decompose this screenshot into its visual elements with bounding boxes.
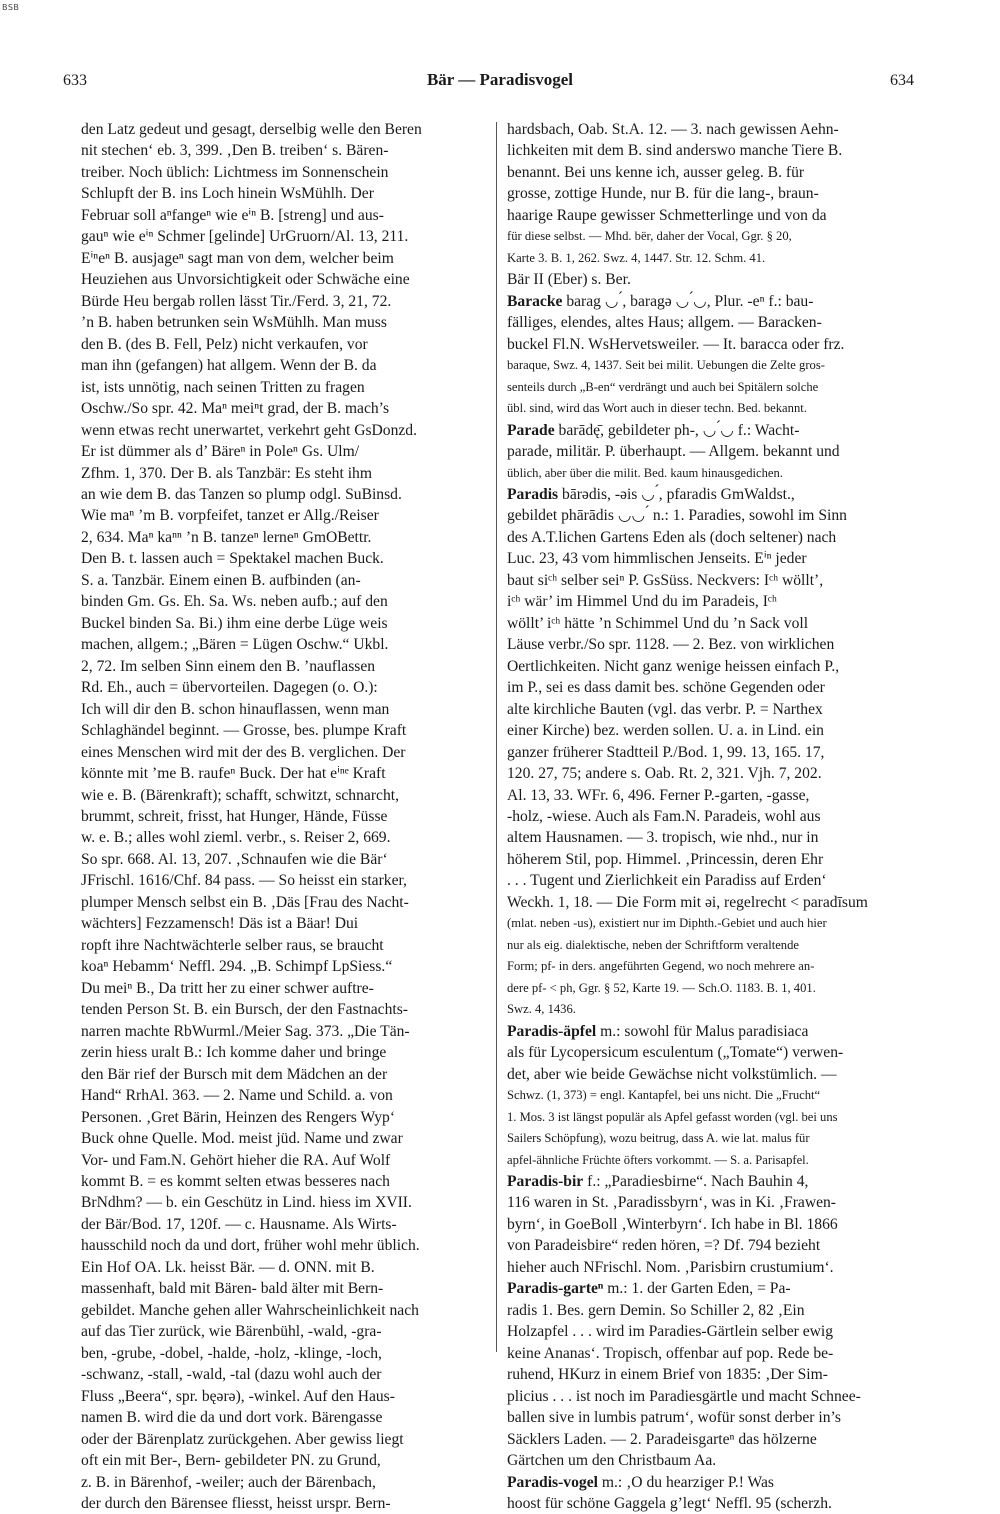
text-line (507, 505, 921, 526)
line-text: treiber. Noch üblich: Lichtmess im Sonnenschein (81, 163, 389, 181)
line-text: lichkeiten mit dem B. sind anderswo manche Tiere B. (507, 142, 843, 160)
line-text: apfel-ähnliche Früchte öfters vorkommt. — S. a. Parisapfel. (507, 1152, 809, 1167)
text-line (507, 398, 921, 419)
line-text: gebildet phārādis ◡◡ ́ n.: 1. Paradies, sowohl im Sinn (507, 507, 847, 525)
line-text: Hand“ RrhAl. 363. — 2. Name und Schild. a. von (81, 1087, 393, 1105)
text-line (81, 1472, 495, 1493)
text-line (81, 1300, 495, 1321)
line-text: radis 1. Bes. gern Demin. So Schiller 2, 82 ‚Ein (507, 1301, 805, 1319)
text-line (507, 613, 921, 634)
line-text: Säcklers Laden. — 2. Paradeisgarteⁿ das hölzerne (507, 1430, 817, 1448)
line-text: (mlat. neben -us), existiert nur im Diphth.-Gebiet und auch hier (507, 916, 827, 931)
line-text: byrn‘, in GoeBoll ‚Winterbyrn‘. Ich habe in Bl. 1866 (507, 1215, 838, 1233)
line-text: Vor- und Fam.N. Gehört hieher die RA. Auf Wolf (81, 1151, 391, 1169)
text-line (81, 226, 495, 247)
text-line (507, 1107, 921, 1128)
text-line (81, 548, 495, 569)
text-line (507, 1364, 921, 1385)
line-text: brummt, schreit, frisst, hat Hunger, Hände, Füsse (81, 808, 388, 825)
line-text: zerin hiess uralt B.: Ich komme daher und bringe (81, 1044, 387, 1062)
line-text: Schlupft der B. ins Loch hinein WsMühlh. Der (81, 185, 374, 203)
text-line (81, 720, 495, 741)
text-line (507, 935, 921, 956)
text-line (507, 978, 921, 999)
text-line (507, 1429, 921, 1450)
text-line (81, 806, 495, 827)
text-line (81, 1128, 495, 1149)
line-text: Oertlichkeiten. Nicht ganz wenige heissen einfach P., (507, 657, 840, 675)
entry-headword: Paradis-äpfel (507, 1022, 597, 1040)
line-text: grosse, zottige Hunde, nur B. für die lang-, braun- (507, 185, 819, 203)
entry-headword: Paradis (507, 485, 559, 503)
line-text: alte kirchliche Bauten (vgl. das verbr. P. = Narthex (507, 700, 823, 718)
entry-headword: Paradis-bir (507, 1172, 584, 1190)
text-line (81, 1214, 495, 1235)
line-text: nur als eig. dialektische, neben der Schriftform veraltende (507, 937, 799, 952)
line-text: 2, 634. Maⁿ kaⁿⁿ ’n B. tanzeⁿ lerneⁿ GmOBettr. (81, 528, 372, 546)
text-line (81, 1278, 495, 1299)
line-text: Du meiⁿ B., Da tritt her zu einer schwer auftre- (81, 979, 374, 997)
line-text: wächters] Fezzamensch! Däs ist a Bäar! Dui (81, 915, 359, 933)
text-line (81, 999, 495, 1020)
text-line (81, 913, 495, 934)
running-head: Bär — Paradisvogel (426, 70, 574, 89)
text-line (507, 441, 921, 462)
line-text: Holzapfel . . . wird im Paradies-Gärtlein selber ewig (507, 1323, 834, 1341)
line-text: Ein Hof OA. Lk. heisst Bär. — d. ONN. mit B. (81, 1258, 375, 1276)
text-line (81, 420, 495, 441)
line-text: JFrischl. 1616/Chf. 84 pass. — So heisst ein starker, (81, 872, 407, 890)
text-line (507, 870, 921, 891)
line-text: m.: sowohl für Malus paradisiaca (596, 1022, 809, 1040)
line-text: nit stechen‘ eb. 3, 399. ‚Den B. treiben‘ s. Bären- (81, 142, 389, 160)
line-text: parade, militär. P. überhaupt. — Allgem. bekannt und (507, 443, 840, 461)
line-text: im P., sei es dass damit bes. schöne Gegenden oder (507, 679, 825, 697)
text-line (81, 505, 495, 526)
text-line (507, 677, 921, 698)
line-text: der durch den Bärensee fliesst, heisst urspr. Bern- (81, 1495, 391, 1512)
line-text: Bär II (Eber) s. Ber. (507, 271, 631, 289)
text-line (507, 763, 921, 784)
line-text: wie e. B. (Bärenkraft); schafft, schwitzt, schnarcht, (81, 786, 399, 804)
line-text: kommt B. = es kommt selten etwas besseres nach (81, 1172, 390, 1190)
line-text: -holz, -wiese. Auch als Fam.N. Paradeis, wohl aus (507, 808, 821, 825)
column-divider (496, 122, 497, 1352)
line-text: wöllt’ iᶜʰ hätte ’n Schimmel Und du ’n Sack voll (507, 614, 809, 632)
line-text: Läuse verbr./So spr. 1128. — 2. Bez. von wirklichen (507, 636, 835, 654)
line-text: So spr. 668. Al. 13, 207. ‚Schnaufen wie die Bär‘ (81, 850, 388, 868)
line-text: man ihn (gefangen) hat allgem. Wenn der B. da (81, 357, 377, 375)
entry-headword: Paradis-garteⁿ (507, 1280, 604, 1298)
line-text: Wie maⁿ ’m B. vorpfeifet, tanzet er Allg./Reiser (81, 507, 379, 525)
text-line (507, 1085, 921, 1106)
text-line (507, 1407, 921, 1428)
line-text: oft ein mit Ber-, Bern- gebildeter PN. zu Grund, (81, 1452, 381, 1470)
line-text: auf das Tier zurück, wie Bärenbühl, -wald, -gra- (81, 1323, 382, 1341)
text-line (81, 441, 495, 462)
text-line (507, 291, 921, 312)
text-line (507, 463, 921, 484)
line-text: z. B. in Bärenhof, -weiler; auch der Bärenbach, (81, 1473, 376, 1491)
line-text: den B. (des B. Fell, Pelz) nicht verkaufen, vor (81, 335, 368, 353)
text-line (507, 1300, 921, 1321)
text-line (81, 591, 495, 612)
text-line (81, 1407, 495, 1428)
line-text: Februar soll aⁿfangeⁿ wie eⁱⁿ B. [streng] und aus- (81, 206, 384, 224)
text-line (81, 140, 495, 161)
line-text: einer Kirche) bez. werden sollen. U. a. in Lind. ein (507, 722, 824, 740)
text-line (507, 162, 921, 183)
text-line (81, 1364, 495, 1385)
line-text: f.: „Paradiesbirne“. Nach Bauhin 4, (583, 1172, 809, 1190)
line-text: der Bär/Bod. 17, 120f. — c. Hausname. Als Wirts- (81, 1215, 397, 1233)
text-line (507, 999, 921, 1020)
text-line (507, 634, 921, 655)
line-text: barādę̄, gebildeter ph-, ◡ ́◡ f.: Wacht- (554, 421, 800, 439)
line-text: oder der Bärenplatz zurückgehen. Aber gewiss liegt (81, 1430, 404, 1448)
text-line (507, 119, 921, 140)
text-line (507, 269, 921, 290)
line-text: Rd. Eh., auch = übervorteilen. Dagegen (o. O.): (81, 679, 378, 697)
line-text: Swz. 4, 1436. (507, 1002, 576, 1017)
line-text: 1. Mos. 3 ist längst populär als Apfel gefasst worden (vgl. bei uns (507, 1109, 838, 1124)
text-line (507, 1343, 921, 1364)
line-text: 116 waren in St. ‚Paradissbyrn‘, was in Ki. ‚Frawen- (507, 1194, 836, 1212)
line-text: wenn etwas recht unerwartet, verkehrt geht GsDonzd. (81, 421, 418, 439)
text-line (507, 355, 921, 376)
text-line (81, 355, 495, 376)
text-line (81, 527, 495, 548)
text-line (81, 613, 495, 634)
text-line (507, 1450, 921, 1471)
text-line (507, 1214, 921, 1235)
line-text: Er ist dümmer als d’ Bäreⁿ in Poleⁿ Gs. Ulm/ (81, 443, 360, 461)
line-text: senteils durch „B-en“ verdrängt und auch bei Spitälern solche (507, 379, 819, 394)
text-line (507, 591, 921, 612)
line-text: Personen. ‚Gret Bärin, Heinzen des Rengers Wyp‘ (81, 1108, 396, 1126)
page-header (0, 66, 1000, 96)
text-line (81, 463, 495, 484)
text-line (81, 291, 495, 312)
text-line (507, 248, 921, 269)
text-line (81, 742, 495, 763)
entry-headword: Paradis-vogel (507, 1473, 598, 1491)
line-text: m.: 1. der Garten Eden, = Pa- (603, 1280, 791, 1298)
line-text: Buck ohne Quelle. Mod. meist jüd. Name und zwar (81, 1130, 403, 1148)
text-line (507, 806, 921, 827)
line-text: hausschild noch da und dort, früher wohl mehr üblich. (81, 1237, 420, 1255)
text-line (81, 849, 495, 870)
line-text: ben, -grube, -dobel, -halde, -holz, -klinge, -loch, (81, 1344, 382, 1362)
line-text: 120. 27, 75; andere s. Oab. Rt. 2, 321. Vjh. 7, 202. (507, 765, 822, 783)
line-text: iᶜʰ wär’ im Himmel Und du im Paradeis, Iᶜʰ (507, 593, 777, 611)
line-text: haarige Raupe gewisser Schmetterlinge und von da (507, 206, 827, 224)
text-line (81, 677, 495, 698)
line-text: ropft ihre Nachtwächterle selber raus, se braucht (81, 936, 384, 954)
line-text: Form; pf- in ders. angeführten Gegend, wo noch mehrere an- (507, 959, 815, 974)
text-line (507, 849, 921, 870)
text-line (81, 312, 495, 333)
line-text: barag ◡ ́, baragə ◡ ́◡, Plur. -eⁿ f.: bau- (562, 292, 814, 310)
line-text: ballen sive in lumbis patrum‘, wofür sonst derber in’s (507, 1409, 841, 1427)
line-text: an wie dem B. das Tanzen so plump odgl. SuBinsd. (81, 485, 402, 503)
text-line (81, 1429, 495, 1450)
text-line (81, 183, 495, 204)
line-text: Schlaghändel beginnt. — Grosse, bes. plumpe Kraft (81, 722, 407, 740)
line-text: Buckel binden Sa. Bi.) ihm eine derbe Lüge weis (81, 614, 388, 632)
line-text: binden Gm. Gs. Eh. Sa. Ws. neben aufb.; auf den (81, 593, 388, 611)
line-text: Sailers Schöpfung), wozu beitrug, dass A. wie lat. malus für (507, 1131, 810, 1146)
text-line (81, 763, 495, 784)
line-text: dere pf- < ph, Ggr. § 52, Karte 19. — Sch.O. 1183. B. 1, 401. (507, 980, 816, 995)
line-text: Bürde Heu bergab rollen lässt Tir./Ferd. 3, 21, 72. (81, 292, 392, 310)
text-line (81, 1257, 495, 1278)
text-line (81, 119, 495, 140)
text-line (507, 1257, 921, 1278)
text-line (507, 484, 921, 505)
text-line (507, 1064, 921, 1085)
line-text: Gärtchen um den Christbaum Aa. (507, 1452, 717, 1470)
text-line (507, 1021, 921, 1042)
text-line (507, 720, 921, 741)
text-line (81, 484, 495, 505)
text-line (507, 548, 921, 569)
text-line (81, 1321, 495, 1342)
line-text: den Latz gedeut und gesagt, derselbig welle den Beren (81, 121, 422, 138)
text-line (507, 742, 921, 763)
line-text: Zfhm. 1, 370. Der B. als Tanzbär: Es steht ihm (81, 464, 372, 482)
line-text: plicius . . . ist noch im Paradiesgärtle und macht Schnee- (507, 1387, 861, 1405)
text-line (81, 334, 495, 355)
text-line (507, 1150, 921, 1171)
text-line (507, 183, 921, 204)
text-line (81, 699, 495, 720)
text-line (507, 140, 921, 161)
text-line (81, 1107, 495, 1128)
text-line (507, 1042, 921, 1063)
line-text: als für Lycopersicum esculentum („Tomate“) verwen- (507, 1044, 844, 1062)
line-text: w. e. B.; alles wohl zieml. verbr., s. Reiser 2, 669. (81, 829, 391, 847)
text-line (507, 1235, 921, 1256)
line-text: tenden Person St. B. ein Bursch, der den Fastnachts- (81, 1001, 408, 1019)
line-text: übl. sind, wird das Wort auch in dieser techn. Bed. bekannt. (507, 401, 807, 416)
text-line (81, 870, 495, 891)
text-line (507, 205, 921, 226)
line-text: Luc. 23, 43 vom himmlischen Jenseits. Eⁱⁿ jeder (507, 550, 807, 568)
text-line (507, 1472, 921, 1493)
line-text: namen B. wird die da und dort vork. Bärengasse (81, 1409, 383, 1427)
line-text: plumper Mensch selbst ein B. ‚Däs [Frau des Nacht- (81, 893, 409, 911)
text-line (81, 269, 495, 290)
line-text: eines Menschen wird mit der des B. verglichen. Der (81, 743, 406, 761)
line-text: ruhend, HKurz in einem Brief von 1835: ‚Der Sim- (507, 1366, 828, 1384)
text-line (507, 699, 921, 720)
line-text: koaⁿ Hebamm‘ Neffl. 294. „B. Schimpf LpSiess.“ (81, 958, 393, 976)
text-line (507, 377, 921, 398)
text-line (81, 656, 495, 677)
text-line (81, 634, 495, 655)
text-line (81, 1150, 495, 1171)
line-text: machen, allgem.; „Bären = Lügen Oschw.“ Ukbl. (81, 636, 389, 654)
line-text: Al. 13, 33. WFr. 6, 496. Ferner P.-garten, -gasse, (507, 786, 810, 804)
text-line (81, 956, 495, 977)
library-stamp: BSB (2, 3, 20, 12)
left-column (81, 119, 495, 1514)
text-line (507, 226, 921, 247)
text-line (507, 1192, 921, 1213)
text-line (81, 1021, 495, 1042)
text-line (507, 1128, 921, 1149)
line-text: höherem Stil, pop. Himmel. ‚Princessin, deren Ehr (507, 850, 824, 868)
text-line (81, 398, 495, 419)
line-text: massenhaft, bald mit Bären- bald älter mit Bern- (81, 1280, 384, 1298)
line-text: narren machte RbWurml./Meier Sag. 373. „Die Tän- (81, 1022, 410, 1040)
line-text: det, aber wie beide Gewächse nicht volkstümlich. — (507, 1065, 837, 1083)
line-text: . . . Tugent und Zierlichkeit ein Paradiss auf Erden‘ (507, 872, 827, 890)
text-line (81, 785, 495, 806)
line-text: gauⁿ wie eⁱⁿ Schmer [gelinde] UrGruorn/Al. 13, 211. (81, 228, 409, 246)
line-text: 2, 72. Im selben Sinn einem den B. ’nauflassen (81, 657, 376, 675)
line-text: hardsbach, Oab. St.A. 12. — 3. nach gewissen Aehn- (507, 121, 839, 138)
line-text: des A.T.lichen Gartens Eden als (doch seltener) nach (507, 528, 837, 546)
text-line (81, 1493, 495, 1514)
line-text: ’n B. haben betrunken sein WsMühlh. Man muss (81, 314, 387, 332)
line-text: Ich will dir den B. schon hinauflassen, wenn man (81, 700, 390, 718)
text-line (81, 1171, 495, 1192)
text-line (507, 312, 921, 333)
line-text: S. a. Tanzbär. Einem einen B. aufbinden (an- (81, 571, 361, 589)
entry-headword: Parade (507, 421, 555, 439)
line-text: Weckh. 1, 18. — Die Form mit əi, regelrecht < paradīsum (507, 893, 868, 911)
text-line (507, 913, 921, 934)
line-text: könnte mit ’me B. raufeⁿ Buck. Der hat eⁱⁿᵉ Kraft (81, 765, 386, 783)
text-line (81, 1192, 495, 1213)
line-text: von Paradeisbire“ reden hören, =? Df. 794 bezieht (507, 1237, 821, 1255)
line-text: Schwz. (1, 373) = engl. Kantapfel, bei uns nicht. Die „Frucht“ (507, 1088, 821, 1103)
text-line (507, 656, 921, 677)
text-line (507, 1493, 921, 1514)
page-number-left: 633 (63, 72, 87, 89)
text-line (81, 1042, 495, 1063)
line-text: m.: ‚O du hearziger P.! Was (597, 1473, 774, 1491)
text-line (507, 827, 921, 848)
line-text: Eⁱⁿeⁿ B. ausjageⁿ sagt man von dem, welcher beim (81, 249, 394, 267)
line-text: üblich, aber über die milit. Bed. kaum hinausgedichen. (507, 465, 783, 480)
text-line (507, 527, 921, 548)
line-text: hoost für schöne Gaggela g’legt‘ Neffl. 95 (scherzh. (507, 1495, 832, 1512)
page-number-right: 634 (890, 72, 914, 89)
line-text: Karte 3. B. 1, 262. Swz. 4, 1447. Str. 12. Schm. 41. (507, 250, 766, 265)
text-line (81, 978, 495, 999)
text-line (507, 334, 921, 355)
line-text: buckel Fl.N. WsHervetsweiler. — It. baracca oder frz. (507, 335, 845, 353)
line-text: Den B. t. lassen auch = Spektakel machen Buck. (81, 550, 384, 568)
text-line (507, 1278, 921, 1299)
line-text: ganzer früherer Stadtteil P./Bod. 1, 99. 13, 165. 17, (507, 743, 825, 761)
text-line (81, 892, 495, 913)
entry-headword: Baracke (507, 292, 563, 310)
line-text: Fluss „Beera“, spr. bęərə), -winkel. Auf den Haus- (81, 1387, 395, 1405)
text-line (507, 420, 921, 441)
text-line (81, 935, 495, 956)
text-line (507, 570, 921, 591)
text-line (507, 1386, 921, 1407)
text-line (507, 1321, 921, 1342)
text-line (81, 377, 495, 398)
text-line (81, 1386, 495, 1407)
text-line (81, 162, 495, 183)
text-line (507, 956, 921, 977)
text-line (81, 205, 495, 226)
line-text: Oschw./So spr. 42. Maⁿ meiⁿt grad, der B. mach’s (81, 400, 390, 418)
text-line (81, 570, 495, 591)
text-line (507, 785, 921, 806)
text-line (507, 1171, 921, 1192)
line-text: hieher auch NFrischl. Nom. ‚Parisbirn crustumium‘. (507, 1258, 834, 1276)
line-text: benannt. Bei uns kenne ich, ausser geleg. B. für (507, 163, 805, 181)
text-line (81, 1343, 495, 1364)
text-line (81, 1064, 495, 1085)
text-line (81, 1450, 495, 1471)
line-text: fälliges, elendes, altes Haus; allgem. — Baracken- (507, 314, 822, 332)
text-line (81, 1085, 495, 1106)
line-text: gebildet. Manche gehen aller Wahrscheinlichkeit nach (81, 1301, 419, 1319)
line-text: für diese selbst. — Mhd. bër, daher der Vocal, Ggr. § 20, (507, 229, 792, 244)
line-text: bārədis, -əis ◡ ́, pfaradis GmWaldst., (558, 485, 795, 503)
line-text: baut siᶜʰ selber seiⁿ P. GsSüss. Neckvers: Iᶜʰ wöllt’, (507, 571, 824, 589)
line-text: BrNdhm? — b. ein Geschütz in Lind. hiess im XVII. (81, 1194, 412, 1212)
text-line (81, 248, 495, 269)
line-text: Heuziehen aus Unvorsichtigkeit oder Schwäche eine (81, 271, 410, 289)
text-line (81, 827, 495, 848)
line-text: altem Hausnamen. — 3. tropisch, wie nhd., nur in (507, 829, 819, 847)
text-line (507, 892, 921, 913)
line-text: -schwanz, -stall, -wald, -tal (dazu wohl auch der (81, 1366, 382, 1384)
line-text: ist, ists unnötig, nach seinen Tritten zu fragen (81, 378, 365, 396)
line-text: keine Ananas‘. Tropisch, offenbar auf pop. Rede be- (507, 1344, 834, 1362)
right-column (507, 119, 921, 1514)
line-text: baraque, Swz. 4, 1437. Seit bei milit. Uebungen die Zelte gros- (507, 358, 825, 373)
text-line (81, 1235, 495, 1256)
line-text: den Bär rief der Bursch mit dem Mädchen an der (81, 1065, 388, 1083)
